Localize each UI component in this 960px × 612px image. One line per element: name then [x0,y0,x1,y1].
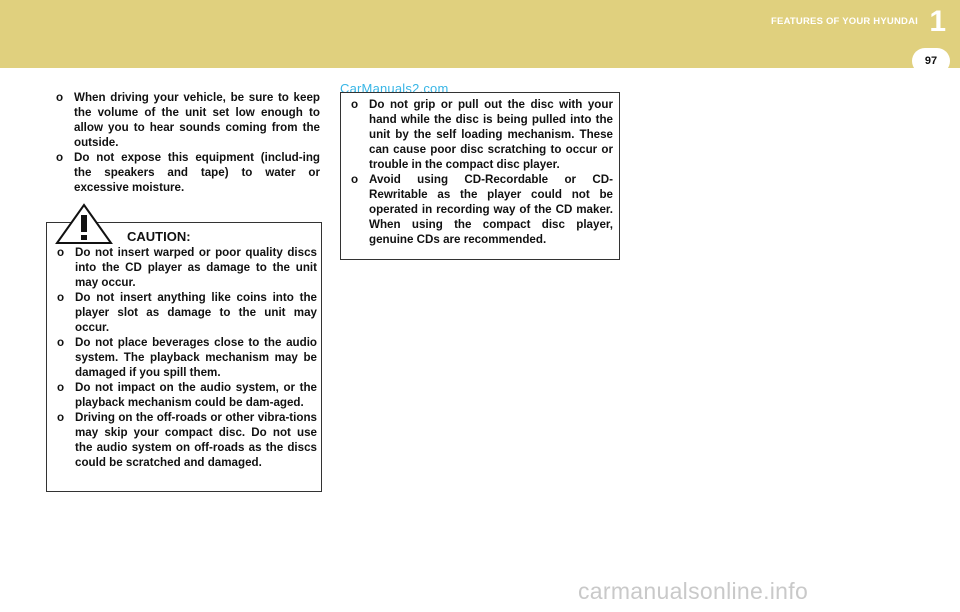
list-item-text: Do not place beverages close to the audio system. The playback mechanism may be damaged if you spill them. [75,336,317,379]
list-item-text: Do not impact on the audio system, or the playback mechanism could be dam-aged. [75,381,317,409]
section-title: FEATURES OF YOUR HYUNDAI [771,16,918,27]
caution-title: CAUTION: [127,229,191,244]
warning-triangle-icon [55,203,113,245]
watermark-bottom: carmanualsonline.info [578,578,809,604]
list-item [49,335,317,380]
watermark-top[interactable]: CarManuals2.com [340,81,449,96]
bullet: o [57,291,65,304]
list-item-text: Do not expose this equipment (includ-ing the speakers and tape) to water or excessive moisture. [74,151,320,194]
list-item [48,90,320,150]
caution-list-wrap [49,245,317,470]
list-item [343,97,613,172]
bullet: o [57,336,65,349]
page-number: 97 [912,48,950,74]
bullet: o [57,411,65,424]
column-1 [48,90,320,195]
list-item [49,410,317,470]
bullet: o [56,91,64,104]
column-2-list [343,97,613,247]
caution-list [49,245,317,470]
bullet: o [57,246,65,259]
list-item [49,245,317,290]
list-item-text: Do not insert anything like coins into the player slot as damage to the unit may occur. [75,291,317,334]
list-item-text: When driving your vehicle, be sure to keep the volume of the unit set low enough to allow you to hear sounds coming from the outside. [74,91,320,149]
column-1-list [48,90,320,195]
list-item [343,172,613,247]
list-item-text: Do not grip or pull out the disc with your hand while the disc is being pulled into the unit by the self loading mechanism. These can cause poor disc scratching to occur or trouble in the compact disc player. [369,98,613,171]
header-band [0,0,960,68]
bullet: o [351,173,359,186]
bullet: o [351,98,359,111]
column-2 [343,97,613,247]
bullet: o [56,151,64,164]
caution-box [46,222,322,492]
bullet: o [57,381,65,394]
list-item [49,290,317,335]
list-item-text: Do not insert warped or poor quality discs into the CD player as damage to the unit may occur. [75,246,317,289]
list-item-text: Driving on the off-roads or other vibra-tions may skip your compact disc. Do not use the audio system on off-roads as the discs could be scratched and damaged. [75,411,317,469]
list-item-text: Avoid using CD-Recordable or CD-Rewritable as the player could not be operated in recording way of the CD maker. When using the compact disc player, genuine CDs are recommended. [369,173,613,246]
list-item [48,150,320,195]
column-2-box [340,92,620,260]
list-item [49,380,317,410]
chapter-number: 1 [929,5,946,38]
